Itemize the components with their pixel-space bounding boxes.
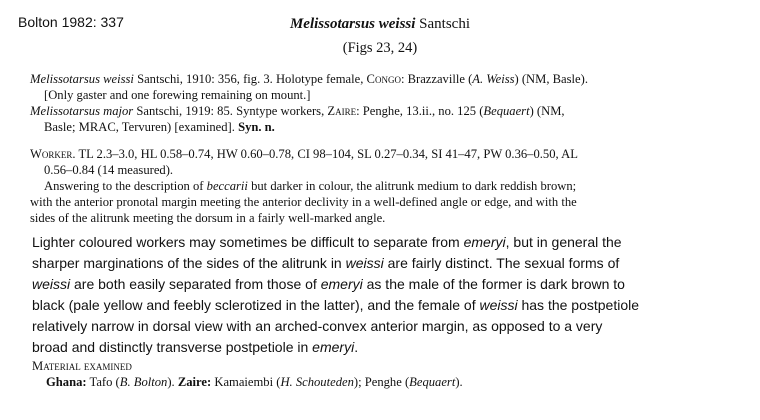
species-title <box>0 16 760 33</box>
worker-description: Worker. TL 2.3–3.0, HL 0.58–0.74, HW 0.60–0.78, CI 98–104, SL 0.27–0.34, SI 41–47, PW 0.36–0.50, AL 0.56–0.84 (14 measured). Answering to the description of beccarii but darker in colour, the alitrunk medium to dark reddish brown; with the anterior pronotal margin meeting the anterior declivity in a well-defined angle or edge, and with the sides of the alitrunk meeting the dorsum in a fairly well-marked angle. <box>30 146 750 226</box>
material-heading: Material examined <box>32 359 132 373</box>
species-name: Melissotarsus weissi <box>289 16 416 32</box>
species-author: Santschi <box>419 16 471 32</box>
synonymy-block <box>30 71 750 135</box>
material-list: Ghana: Tafo (B. Bolton). Zaire: Kamaiembi (H. Schouteden); Penghe (Bequaert). <box>46 375 463 389</box>
material-examined <box>32 358 752 390</box>
figure-reference: (Figs 23, 24) <box>342 40 418 56</box>
synonymy-entry-2: Melissotarsus major Santschi, 1919: 85. Syntype workers, Zaire: Penghe, 13.ii., no. 125 (Bequaert) (NM, <box>30 104 565 118</box>
synonymy-entry-1: Melissotarsus weissi Santschi, 1910: 356, fig. 3. Holotype female, Congo: Brazzaville (A. Weiss) (NM, Basle). <box>30 72 588 86</box>
synonymy-entry-2-cont: Basle; MRAC, Tervuren) [examined]. Syn. n. <box>44 120 275 134</box>
discussion-paragraph: Lighter coloured workers may sometimes be difficult to separate from emeryi, but in general the sharper marginations of the sides of the alitrunk in weissi are fairly distinct. The sexual forms of weissi are both easily separated from those of emeryi as the male of the former is dark brown to black (pale yellow and feebly sclerotized in the latter), and the female of weissi has the postpetiole relatively narrow in dorsal view with an arched-convex anterior margin, as opposed to a very broad and distinctly transverse postpetiole in emeryi. <box>32 234 640 355</box>
worker-measurements: Worker. TL 2.3–3.0, HL 0.58–0.74, HW 0.60–0.78, CI 98–104, SL 0.27–0.34, SI 41–47, PW 0.36–0.50, AL <box>30 147 578 161</box>
citation-label: Bolton 1982: 337 <box>18 14 124 30</box>
synonymy-note: [Only gaster and one forewing remaining on mount.] <box>44 88 311 102</box>
